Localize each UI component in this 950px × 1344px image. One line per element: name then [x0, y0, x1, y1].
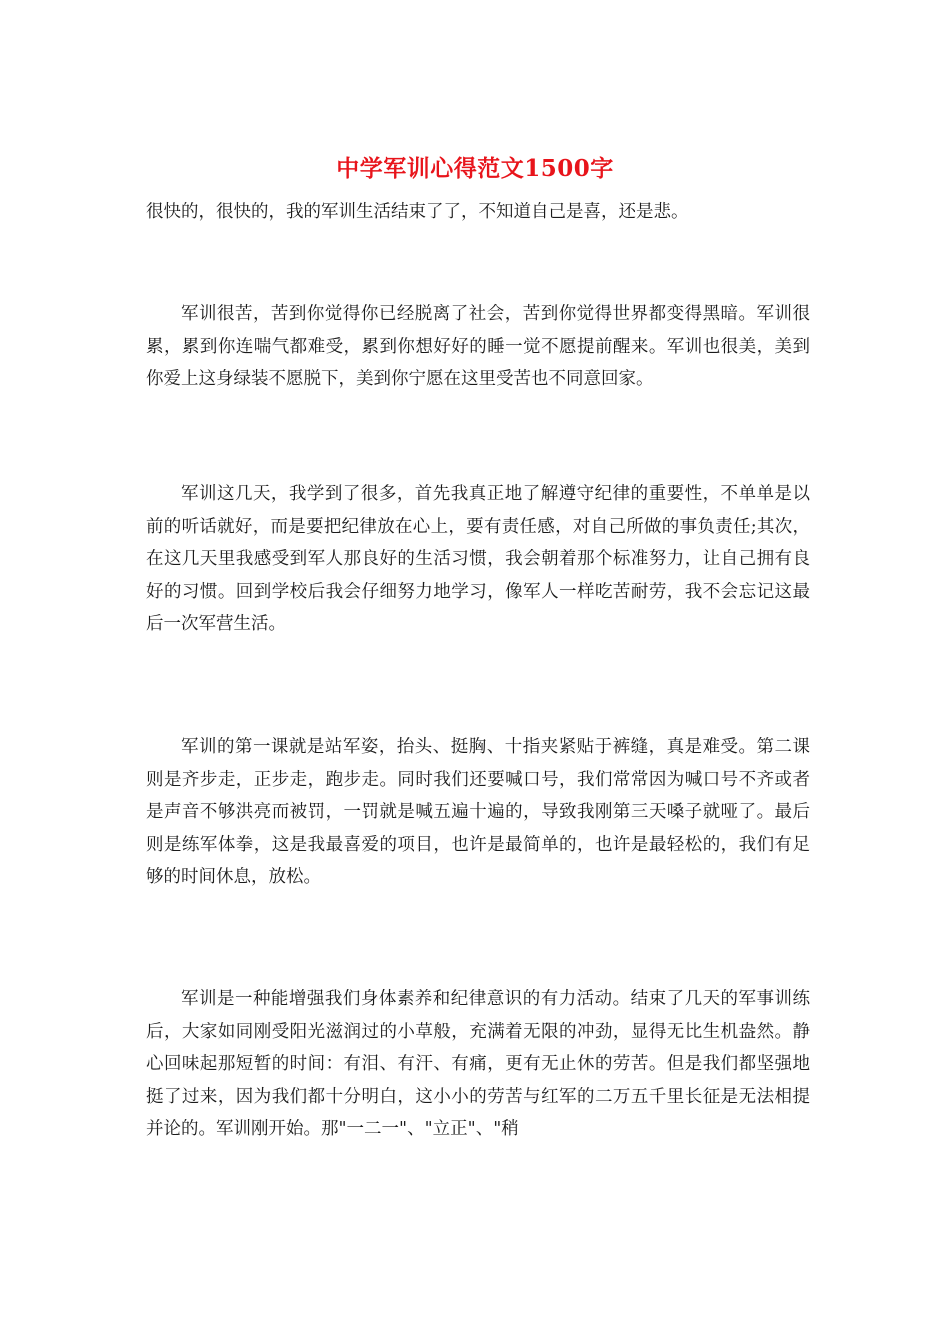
paragraph-reflection: 军训是一种能增强我们身体素养和纪律意识的有力活动。结束了几天的军事训练后，大家如同刚受阳光滋润过的小草般，充满着无限的冲劲，显得无比生机盎然。静心回味起那短暂的时间：有泪、有汗、有痛，更有无止休的劳苦。但是我们都坚强地挺了过来，因为我们都十分明白，这小小的劳苦与红军的二万五千里长征是无法相提并论的。军训刚开始。那"一二一"、"立正"、"稍 [146, 989, 810, 1139]
paragraph-lessons: 军训这几天，我学到了很多，首先我真正地了解遵守纪律的重要性，不单单是以前的听话就好，而是要把纪律放在心上，要有责任感，对自己所做的事负责任;其次，在这几天里我感受到军人那良好的生活习惯，我会朝着那个标准努力，让自己拥有良好的习惯。回到学校后我会仔细努力地学习，像军人一样吃苦耐劳，我不会忘记这最后一次军营生活。 [146, 484, 810, 634]
paragraph-training: 军训的第一课就是站军姿，抬头、挺胸、十指夹紧贴于裤缝，真是难受。第二课则是齐步走，正步走，跑步走。同时我们还要喊口号，我们常常因为喊口号不齐或者是声音不够洪亮而被罚，一罚就是喊五遍十遍的，导致我刚第三天嗓子就哑了。最后则是练军体拳，这是我最喜爱的项目，也许是最简单的，也许是最轻松的，我们有足够的时间休息，放松。 [146, 737, 810, 887]
paragraph-hardship: 军训很苦，苦到你觉得你已经脱离了社会，苦到你觉得世界都变得黑暗。军训很累，累到你连喘气都难受，累到你想好好的睡一觉不愿提前醒来。军训也很美，美到你爱上这身绿装不愿脱下，美到你宁愿在这里受苦也不同意回家。 [146, 304, 810, 389]
document-title: 中学军训心得范文1500字 [336, 155, 614, 182]
paragraph-intro: 很快的，很快的，我的军训生活结束了了，不知道自己是喜，还是悲。 [146, 202, 689, 222]
